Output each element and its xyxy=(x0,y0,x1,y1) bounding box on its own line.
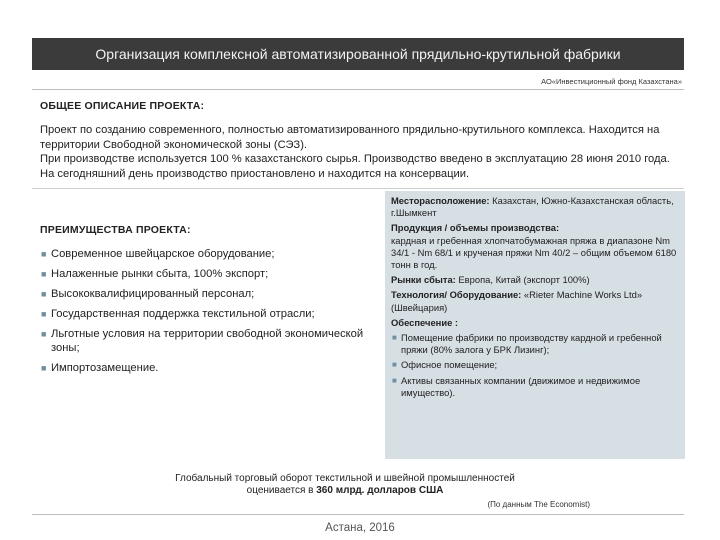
description-text xyxy=(40,123,680,181)
list-item: ■ Льготные условия на территории свободной экономической зоны; xyxy=(41,328,364,354)
location-row xyxy=(391,195,679,219)
security-list xyxy=(391,332,679,399)
bottom-divider xyxy=(32,514,684,515)
list-item: ■ Налаженные рынки сбыта, 100% экспорт; xyxy=(41,268,269,280)
description-heading: ОБЩЕЕ ОПИСАНИЕ ПРОЕКТА: xyxy=(40,100,205,112)
bullet-icon: ■ xyxy=(392,360,397,370)
list-item: ■ Высококвалифицированный персонал; xyxy=(41,288,255,300)
technology-row xyxy=(391,289,679,313)
list-item: ■ Импортозамещение. xyxy=(41,361,159,374)
slide-title-bar xyxy=(32,38,684,70)
project-info-content xyxy=(391,195,679,402)
technology-label: Технология/ Оборудование: xyxy=(391,289,522,301)
bullet-icon: ■ xyxy=(392,375,397,385)
global-line-1: Глобальный торговый оборот текстильной и швейной промышленностей xyxy=(175,473,515,484)
technology-value: «Rieter Machine Works Ltd» (Швейцария) xyxy=(391,289,643,313)
bullet-icon: ■ xyxy=(392,333,397,343)
security-label: Обеспечение : xyxy=(391,316,459,328)
bullet-icon: ■ xyxy=(41,289,47,299)
list-item: ■ Активы связанных компании (движимое и недвижимое имущество). xyxy=(392,374,641,398)
markets-label: Рынки сбыта: xyxy=(391,274,456,286)
list-item: ■ Государственная поддержка текстильной отрасли; xyxy=(41,308,315,320)
bullet-icon: ■ xyxy=(41,362,47,373)
top-divider xyxy=(32,89,684,90)
source-note: (По данным The Economist) xyxy=(487,500,590,509)
global-amount: 360 млрд. долларов США xyxy=(316,485,444,496)
production-row xyxy=(391,222,679,271)
slide-title: Организация комплексной автоматизированной прядильно-крутильной фабрики xyxy=(95,46,621,62)
bullet-icon: ■ xyxy=(41,329,47,339)
bullet-icon: ■ xyxy=(41,249,47,259)
description-paragraph-1: Проект по созданию современного, полностью автоматизированного прядильно-крутильного комплекса. Находится на территории Свободной экономической зоны (СЭЗ). xyxy=(40,124,660,151)
location-value: Казахстан, Южно-Казахстанская область, г.Шымкент xyxy=(391,195,674,219)
global-line-2: оценивается в 360 млрд. долларов США xyxy=(246,485,444,496)
bullet-icon: ■ xyxy=(41,309,47,319)
advantages-heading: ПРЕИМУЩЕСТВА ПРОЕКТА: xyxy=(40,224,191,236)
production-label: Продукция / объемы производства: xyxy=(391,222,560,234)
location-label: Месторасположение: xyxy=(391,195,490,206)
markets-value: Европа, Китай (экспорт 100%) xyxy=(458,274,590,286)
bullet-icon: ■ xyxy=(41,269,47,279)
markets-row xyxy=(391,274,679,286)
source-label: АО«Инвестиционный фонд Казахстана» xyxy=(541,77,682,86)
list-item: ■ Офисное помещение; xyxy=(392,359,498,371)
list-item: ■ Современное швейцарское оборудование; xyxy=(41,248,275,260)
middle-divider xyxy=(32,188,684,189)
description-paragraph-2: При производстве используется 100 % казахстанского сырья. Производство введено в эксплуатацию 28 июня 2010 года. На сегодняшний день производство приостановлено и находится на консервации. xyxy=(40,153,670,180)
footer-text: Астана, 2016 xyxy=(325,522,395,534)
production-value: кардная и гребенная хлопчатобумажная пряжа в диапазоне Nm 34/1 - Nm 68/1 и крученая пряжи Nm 40/2 – общим объемом 6180 тонн в год. xyxy=(391,234,677,271)
list-item: ■ Помещение фабрики по производству кардной и гребенной пряжи (80% залога у БРК Лизинг); xyxy=(392,332,662,356)
global-turnover-text xyxy=(60,473,630,497)
security-row xyxy=(391,317,679,329)
advantages-list xyxy=(40,248,370,382)
